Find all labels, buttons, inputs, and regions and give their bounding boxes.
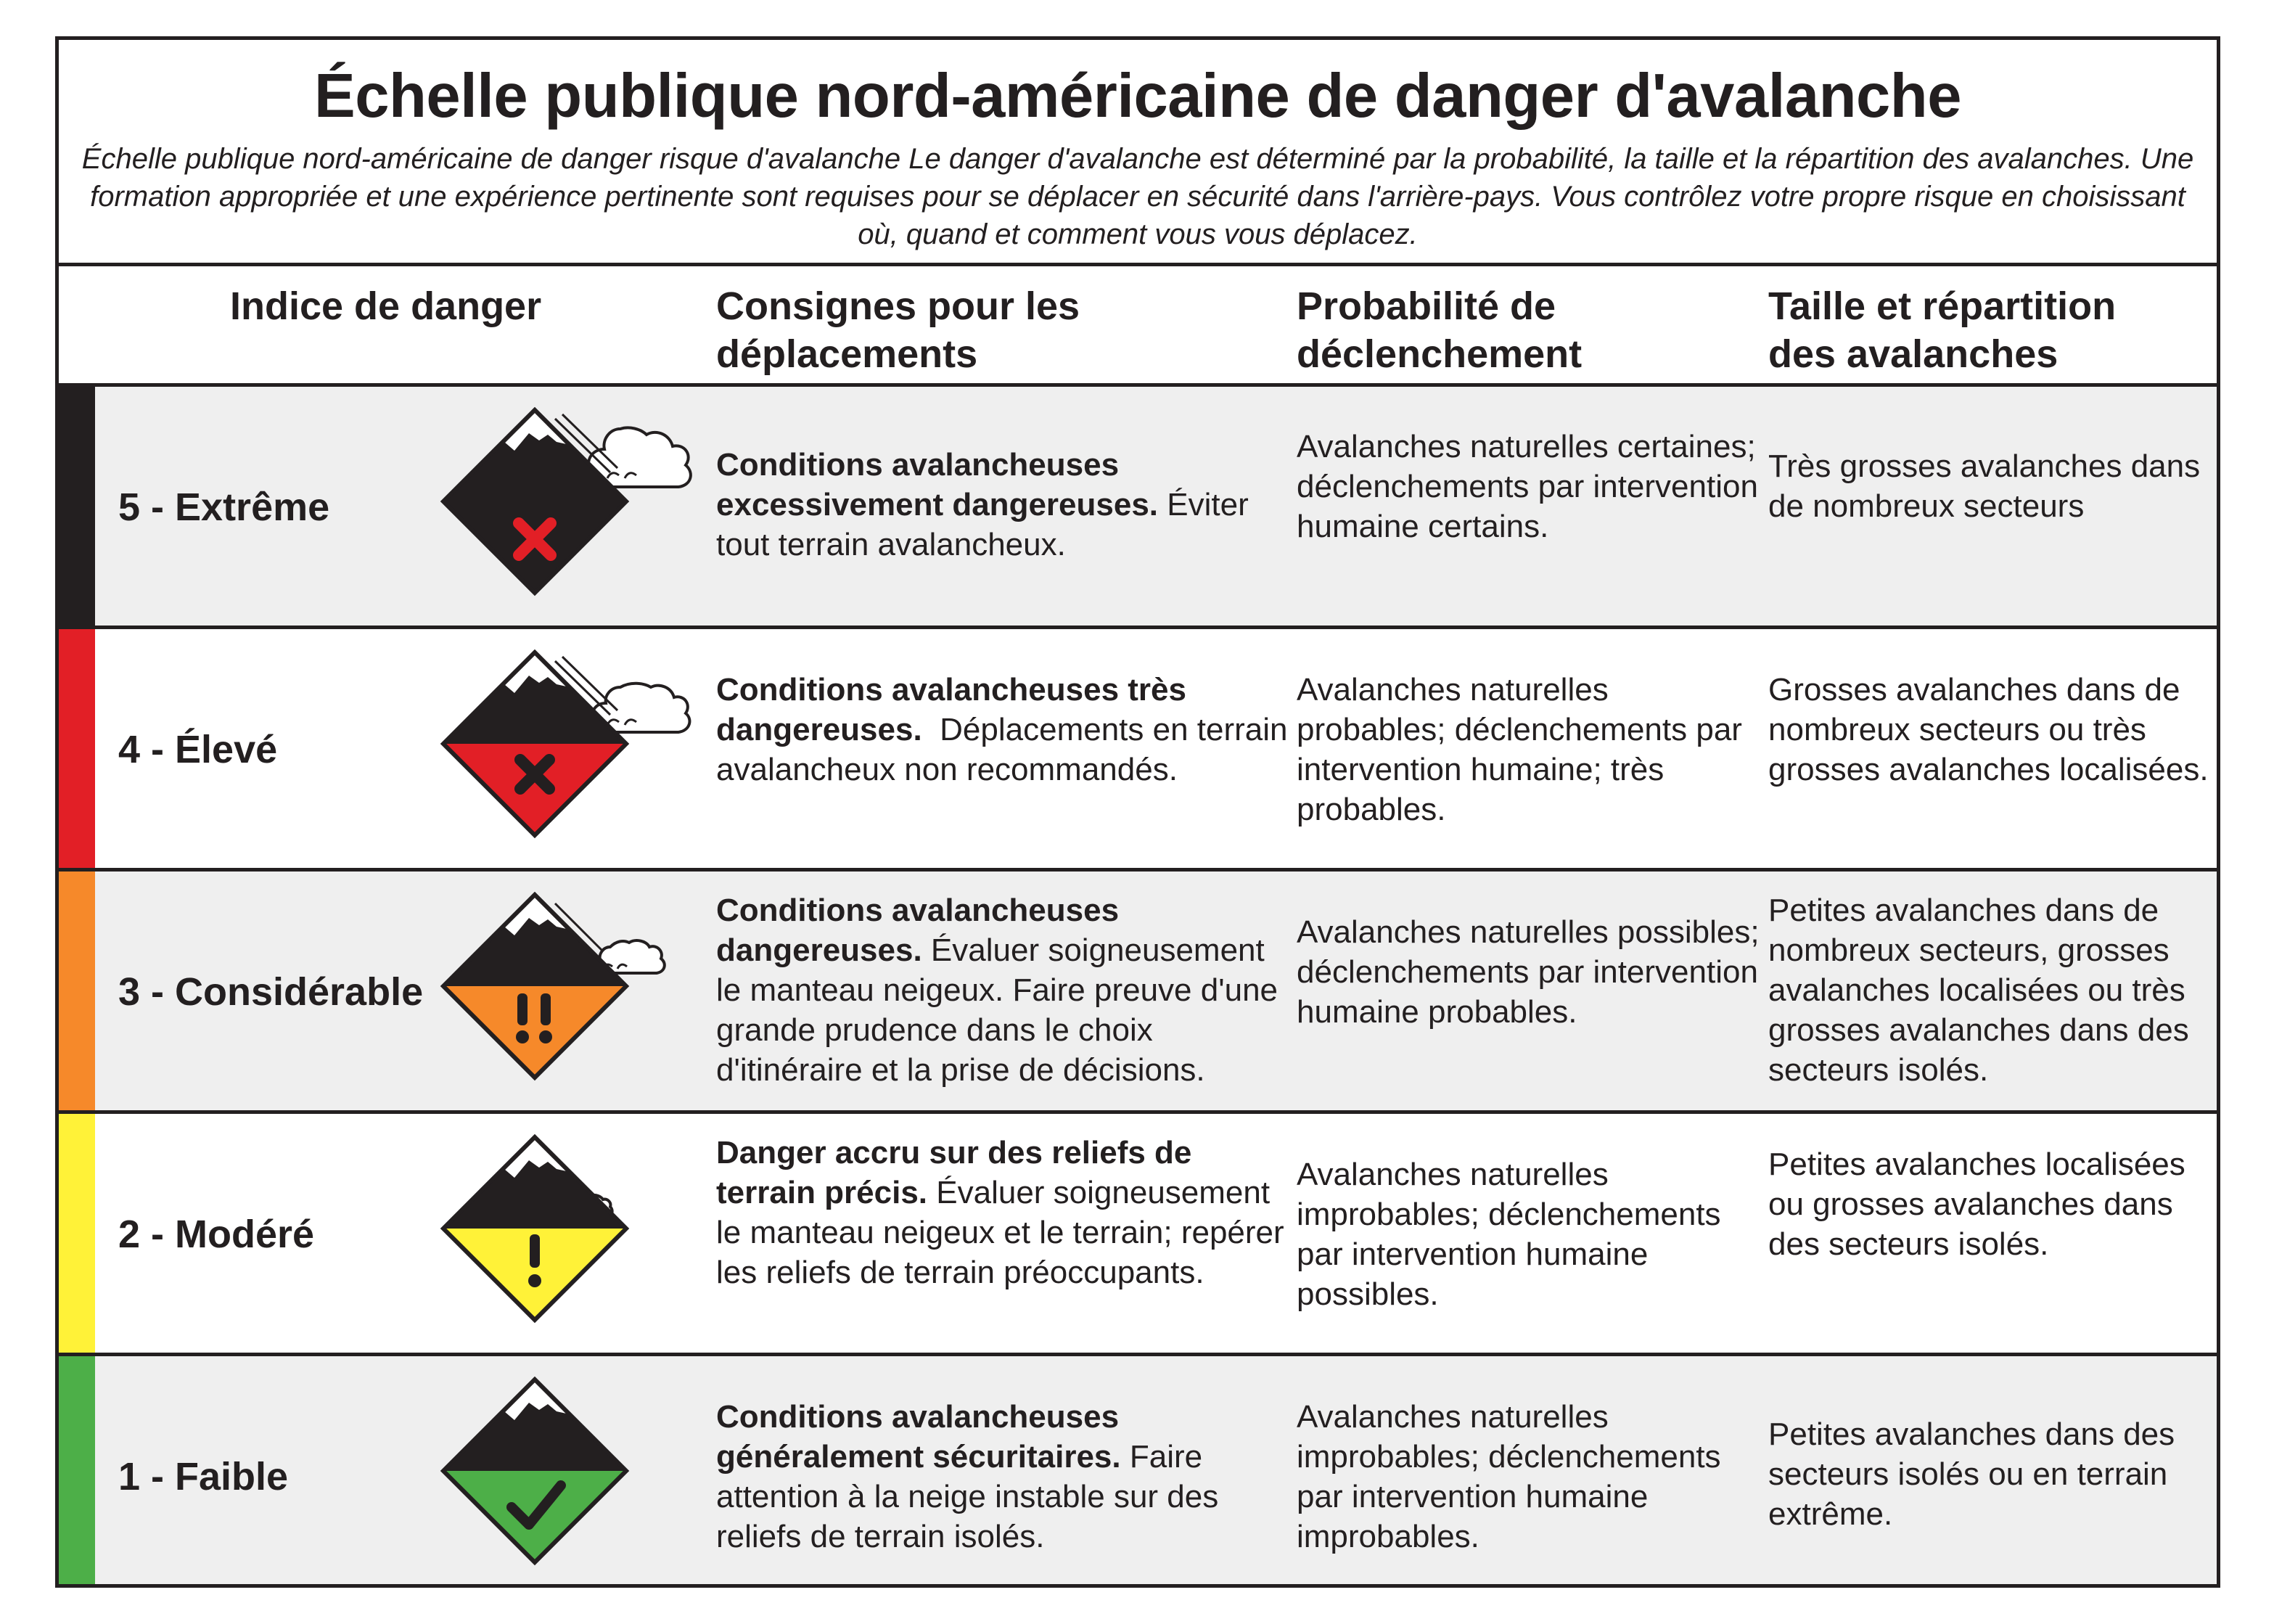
danger-row-moderate <box>59 1114 2217 1356</box>
level-color-band <box>59 387 95 626</box>
travel-advice-text: Éviter tout terrain avalancheux. <box>716 487 1249 562</box>
likelihood-text: Avalanches naturelles improbables; déclenchements par intervention humaine improbables. <box>1297 1399 1721 1554</box>
table-header <box>59 40 2217 266</box>
travel-advice <box>716 1397 1289 1557</box>
danger-row-considerable <box>59 872 2217 1114</box>
travel-advice-bold: Conditions avalancheuses généralement sécuritaires. <box>716 1399 1121 1475</box>
travel-advice-text: Faire attention à la neige instable sur des reliefs de terrain isolés. <box>716 1439 1219 1554</box>
travel-advice-text: Déplacements en terrain avalancheux non recommandés. <box>716 712 1288 787</box>
likelihood-text: Avalanches naturelles possibles; déclenchements par intervention humaine probables. <box>1297 914 1760 1030</box>
level-color-band <box>59 629 95 868</box>
likelihood-text: Avalanches naturelles probables; déclenchements par intervention humaine; très probables. <box>1297 672 1742 827</box>
likelihood-text: Avalanches naturelles improbables; déclenchements par intervention humaine possibles. <box>1297 1157 1721 1312</box>
danger-row-high <box>59 629 2217 872</box>
column-header-likelihood: Probabilité de déclenchement <box>1297 284 1583 376</box>
size-distribution-text: Grosses avalanches dans de nombreux secteurs ou très grosses avalanches localisées. <box>1768 672 2209 787</box>
level-color-band <box>59 1356 95 1584</box>
danger-row-low <box>59 1356 2217 1584</box>
size-distribution-text: Petites avalanches localisées ou grosses avalanches dans des secteurs isolés. <box>1768 1147 2185 1262</box>
column-header-travel: Consignes pour les déplacements <box>716 284 1080 376</box>
danger-scale-table <box>55 36 2220 1588</box>
level-label: 1 - Faible <box>118 1455 289 1498</box>
likelihood-text: Avalanches naturelles certaines; déclenchements par intervention humaine certains. <box>1297 429 1758 544</box>
travel-advice <box>716 890 1289 1090</box>
travel-advice-text: Évaluer soigneusement le manteau neigeux et le terrain; repérer les reliefs de terrain préoccupants. <box>716 1175 1284 1290</box>
level-label: 3 - Considérable <box>118 970 424 1014</box>
level-label: 2 - Modéré <box>118 1213 315 1256</box>
travel-advice-bold: Conditions avalancheuses excessivement dangereuses. <box>716 447 1159 522</box>
level-label: 5 - Extrême <box>118 485 330 529</box>
size-distribution-text: Petites avalanches dans des secteurs isolés ou en terrain extrême. <box>1768 1416 2175 1532</box>
size-distribution-text: Petites avalanches dans de nombreux secteurs, grosses avalanches localisées ou très grosses avalanches dans des secteurs isolés. <box>1768 893 2189 1088</box>
travel-advice <box>716 445 1289 565</box>
travel-advice <box>716 1133 1289 1292</box>
level-color-band <box>59 1114 95 1353</box>
travel-advice-bold: Danger accru sur des reliefs de terrain précis. <box>716 1135 1192 1210</box>
travel-advice <box>716 670 1289 790</box>
page-subtitle: Échelle publique nord-américaine de danger risque d'avalanche Le danger d'avalanche est déterminé par la probabilité, la taille et la répartition des avalanches. Une formation appropriée et une expérience pertinente sont requises pour se déplacer en sécurité dans l'arrière-pays. Vous contrôlez votre propre risque en choisissant où, quand et comment vous vous déplacez. <box>81 143 2194 250</box>
column-headers <box>59 266 2217 387</box>
level-color-band <box>59 872 95 1110</box>
level-label: 4 - Élevé <box>118 728 278 771</box>
danger-row-extreme <box>59 387 2217 629</box>
page-title: Échelle publique nord-américaine de danger d'avalanche <box>314 62 1961 131</box>
travel-advice-bold: Conditions avalancheuses dangereuses. <box>716 893 1120 968</box>
column-header-danger: Indice de danger <box>230 284 542 328</box>
travel-advice-text: Évaluer soigneusement le manteau neigeux. Faire preuve d'une grande prudence dans le choix d'itinéraire et la prise de décisions. <box>716 932 1278 1088</box>
travel-advice-bold: Conditions avalancheuses très dangereuses. <box>716 672 1186 747</box>
column-header-size: Taille et répartition des avalanches <box>1768 284 2117 376</box>
size-distribution-text: Très grosses avalanches dans de nombreux secteurs <box>1768 448 2201 524</box>
